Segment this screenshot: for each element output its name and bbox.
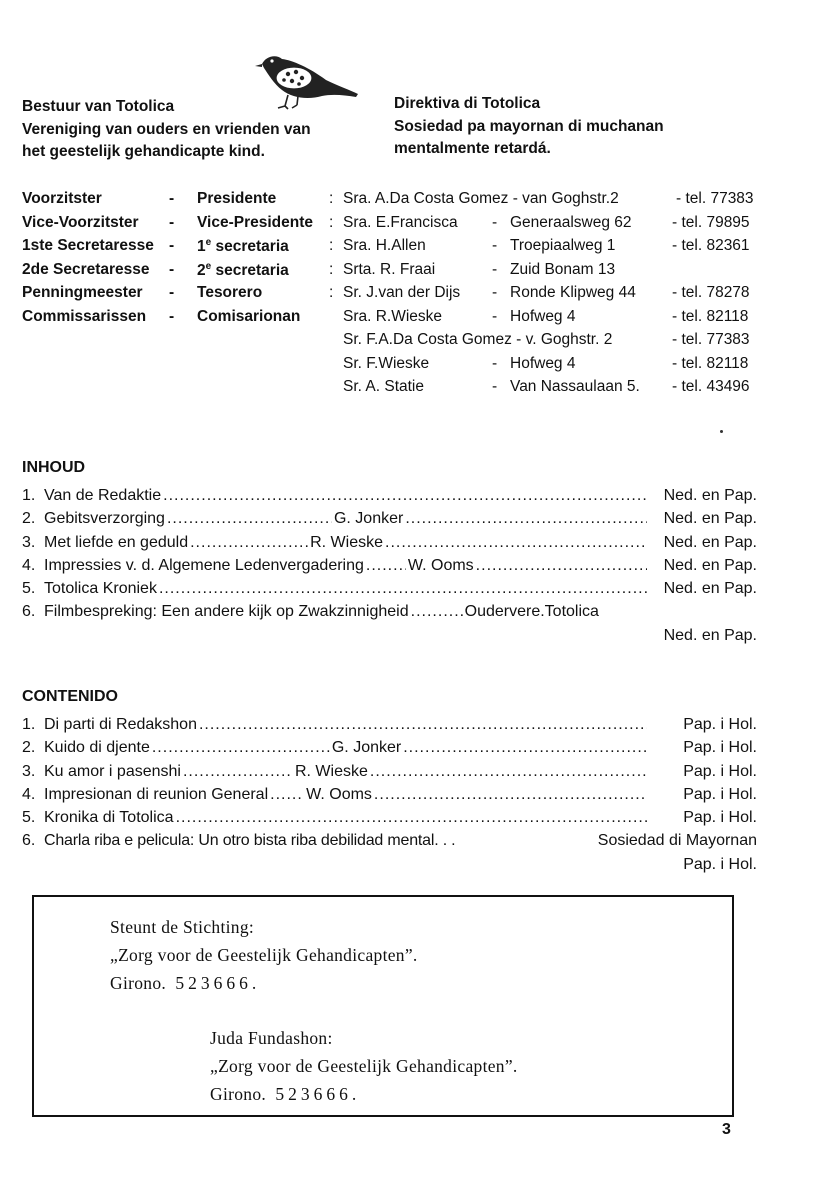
leader-dots <box>163 487 647 505</box>
board-member-row <box>0 355 813 379</box>
leader-dots <box>152 739 330 757</box>
address-dash: - <box>492 378 498 395</box>
board-member-row <box>0 378 813 402</box>
role-dutch: 1ste Secretaresse <box>22 237 154 254</box>
leader-dots <box>411 603 463 621</box>
member-name <box>343 331 612 349</box>
member-name-text: Sr. F.A.Da Costa Gomez <box>343 331 512 348</box>
entry-language: Pap. i Hol. <box>683 739 757 757</box>
member-address: Troepiaalweg 1 <box>510 237 616 254</box>
toc-entry <box>22 716 757 739</box>
support-line: Juda Fundashon: <box>210 1028 333 1048</box>
member-address: Van Nassaulaan 5. <box>510 378 640 395</box>
toc-entry-continuation <box>22 856 757 879</box>
leader-dots <box>370 763 647 781</box>
member-phone: - tel. 43496 <box>672 378 750 395</box>
address-dash: - <box>492 307 498 325</box>
member-address: Generaalsweg 62 <box>510 213 632 231</box>
entry-number: 5. <box>22 809 36 827</box>
leader-dots <box>199 716 647 734</box>
member-phone: - tel. 82118 <box>672 307 749 325</box>
entry-number: 3. <box>22 533 36 551</box>
toc-entry <box>22 739 757 762</box>
entry-author: Sosiedad di Mayornan <box>597 832 757 850</box>
entry-title: Met liefde en geduld <box>44 533 189 551</box>
heading-line: Sosiedad pa mayornan di muchanan <box>394 117 664 135</box>
entry-author: R. Wieske <box>294 762 368 780</box>
member-phone: - tel. 82118 <box>672 354 749 372</box>
leader-dots <box>176 809 647 827</box>
entry-title: Van de Redaktie <box>44 487 162 504</box>
entry-language: Pap. i Hol. <box>683 855 757 873</box>
board-member-row <box>0 214 813 238</box>
role-papiamento: Tesorero <box>197 284 263 301</box>
support-box <box>32 895 734 1117</box>
heading-line: het geestelijk gehandicapte kind. <box>22 143 265 160</box>
address-dash: - <box>492 237 498 254</box>
support-line: Steunt de Stichting: <box>110 917 255 937</box>
role-dash: - <box>169 190 175 207</box>
role-colon: : <box>329 190 334 207</box>
role-dash: - <box>169 284 175 301</box>
member-name: Sr. A. Statie <box>343 378 424 395</box>
entry-language: Ned. en Pap. <box>663 626 757 644</box>
role-colon: : <box>329 260 334 278</box>
giro-number: 523666. <box>275 1084 361 1104</box>
address-dash: - <box>492 213 498 231</box>
entry-language: Pap. i Hol. <box>683 785 757 803</box>
leader-dots <box>405 510 647 528</box>
member-address: Hofweg 4 <box>510 307 576 325</box>
leader-dots <box>159 580 647 598</box>
member-address: - van Goghstr.2 <box>512 190 619 207</box>
entry-number: 6. <box>22 603 36 621</box>
toc-entry <box>22 809 757 832</box>
inhoud-list <box>22 487 757 650</box>
toc-entry <box>22 832 757 855</box>
board-member-row <box>0 331 813 355</box>
entry-language: Ned. en Pap. <box>663 580 757 598</box>
role-dutch: Vice-Voorzitster <box>22 213 139 231</box>
entry-author: G. Jonker <box>331 739 402 757</box>
toc-entry <box>22 487 757 510</box>
leader-dots <box>476 557 647 575</box>
member-name-text: Sra. A.Da Costa Gomez <box>343 190 509 207</box>
role-papiamento: Comisarionan <box>197 307 301 325</box>
entry-language: Ned. en Pap. <box>663 487 757 504</box>
member-name: Sr. F.Wieske <box>343 354 430 372</box>
entry-number: 3. <box>22 762 36 780</box>
leader-dots <box>385 534 647 552</box>
board-member-row <box>0 261 813 285</box>
heading-line: Direktiva di Totolica <box>394 95 541 112</box>
entry-title: Kronika di Totolica <box>44 809 174 827</box>
leader-dots <box>403 739 647 757</box>
address-dash: - <box>492 260 498 278</box>
role-dash: - <box>169 213 175 231</box>
member-phone: - tel. 77383 <box>672 331 750 348</box>
board-member-row <box>0 237 813 261</box>
board-member-row <box>0 284 813 308</box>
role-dash: - <box>169 260 175 278</box>
role-papiamento: 2e secretaria <box>197 260 289 279</box>
toc-entry <box>22 763 757 786</box>
member-phone: - tel. 82361 <box>672 237 750 254</box>
member-name: Srta. R. Fraai <box>343 260 436 278</box>
entry-author: G. Jonker <box>333 510 404 528</box>
role-dash: - <box>169 307 175 325</box>
leader-dots <box>183 763 293 781</box>
member-address: Hofweg 4 <box>510 354 576 372</box>
leader-dots <box>374 786 647 804</box>
toc-entry <box>22 557 757 580</box>
entry-title: Di parti di Redakshon <box>44 716 197 733</box>
entry-language: Pap. i Hol. <box>683 809 757 827</box>
heading-line: Vereniging van ouders en vrienden van <box>22 120 311 138</box>
role-papiamento: Vice-Presidente <box>197 213 314 231</box>
heading-line: Bestuur van Totolica <box>22 98 175 115</box>
entry-number: 5. <box>22 580 36 598</box>
member-phone: - tel. 78278 <box>672 284 750 301</box>
entry-title: Ku amor i pasenshi <box>44 762 181 780</box>
role-colon: : <box>329 237 334 254</box>
role-papiamento: Presidente <box>197 190 277 207</box>
board-member-row <box>0 190 813 214</box>
entry-number: 1. <box>22 716 36 733</box>
page-number: 3 <box>722 1121 731 1138</box>
toc-entry-continuation <box>22 627 757 650</box>
entry-title: Charla riba e pelicula: Un otro bista riba debilidad mental. . . <box>44 832 456 850</box>
leader-dots <box>270 786 304 804</box>
entry-title: Gebitsverzorging <box>44 510 165 528</box>
member-name <box>343 190 619 208</box>
member-phone: - tel. 77383 <box>676 190 754 207</box>
entry-number: 4. <box>22 556 36 574</box>
entry-title: Impresionan di reunion General <box>44 785 269 803</box>
member-name: Sr. J.van der Dijs <box>343 284 461 301</box>
support-block-dutch <box>110 913 418 997</box>
entry-number: 1. <box>22 487 36 504</box>
entry-language: Pap. i Hol. <box>683 762 757 780</box>
role-colon: : <box>329 284 334 301</box>
member-address: - v. Goghstr. 2 <box>516 331 613 348</box>
leader-dots <box>366 557 406 575</box>
role-papiamento: 1e secretaria <box>197 237 289 256</box>
member-name: Sra. H.Allen <box>343 237 426 254</box>
board-heading-papiamento <box>394 93 664 161</box>
toc-entry <box>22 510 757 533</box>
member-name: Sra. E.Francisca <box>343 213 458 231</box>
giro-number: 523666. <box>175 973 261 993</box>
member-name: Sra. R.Wieske <box>343 307 443 325</box>
board-heading-dutch <box>22 96 311 164</box>
board-member-row <box>0 308 813 332</box>
entry-author: R. Wieske <box>310 533 384 551</box>
support-line: „Zorg voor de Geestelijk Gehandicapten”. <box>110 945 418 965</box>
member-address: Zuid Bonam 13 <box>510 260 616 278</box>
leader-dots <box>190 534 308 552</box>
giro-line <box>110 969 418 997</box>
contenido-list <box>22 716 757 879</box>
entry-title: Kuido di djente <box>44 739 150 757</box>
entry-number: 2. <box>22 739 36 757</box>
entry-author: W. Ooms <box>407 556 474 574</box>
support-line: „Zorg voor de Geestelijk Gehandicapten”. <box>210 1056 518 1076</box>
address-dash: - <box>492 284 498 301</box>
role-colon: : <box>329 213 334 231</box>
member-phone: - tel. 79895 <box>672 213 750 231</box>
entry-language: Pap. i Hol. <box>683 716 757 733</box>
entry-title: Impressies v. d. Algemene Ledenvergadering <box>44 556 364 574</box>
entry-number: 6. <box>22 832 36 850</box>
toc-entry <box>22 580 757 603</box>
entry-language: Ned. en Pap. <box>663 510 757 528</box>
entry-title: Totolica Kroniek <box>44 580 157 598</box>
role-dutch: Commissarissen <box>22 307 147 325</box>
print-speck <box>720 430 723 433</box>
member-address: Ronde Klipweg 44 <box>510 284 636 301</box>
giro-label: Girono. <box>210 1084 267 1104</box>
role-dutch: 2de Secretaresse <box>22 260 150 278</box>
entry-language: Ned. en Pap. <box>663 533 757 551</box>
contenido-title: CONTENIDO <box>22 688 118 705</box>
entry-language: Ned. en Pap. <box>663 556 757 574</box>
heading-line: mentalmente retardá. <box>394 140 551 157</box>
giro-label: Girono. <box>110 973 167 993</box>
entry-number: 4. <box>22 785 36 803</box>
entry-author: W. Ooms <box>306 785 372 803</box>
inhoud-title: INHOUD <box>22 459 86 476</box>
address-dash: - <box>492 354 498 372</box>
entry-title: Filmbespreking: Een andere kijk op Zwakzinnigheid <box>44 603 409 621</box>
role-dutch: Voorzitster <box>22 190 102 207</box>
toc-entry <box>22 786 757 809</box>
toc-entry <box>22 603 757 626</box>
role-dutch: Penningmeester <box>22 284 143 301</box>
support-block-papiamento <box>210 1024 518 1108</box>
giro-line <box>210 1080 518 1108</box>
entry-author: Oudervere.Totolica <box>464 603 599 621</box>
toc-entry <box>22 534 757 557</box>
entry-number: 2. <box>22 510 36 528</box>
board-members-list <box>0 190 813 402</box>
role-dash: - <box>169 237 175 254</box>
leader-dots <box>167 510 332 528</box>
